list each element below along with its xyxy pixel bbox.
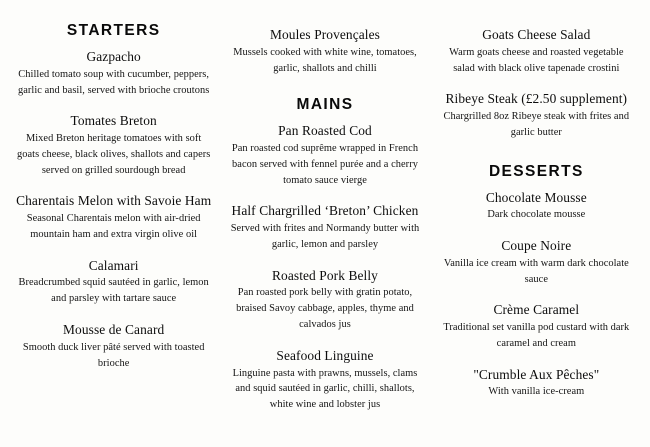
menu-item-description: Mussels cooked with white wine, tomatoes, garlic, shallots and chilli: [233, 46, 417, 74]
section-header-starters: STARTERS: [66, 22, 161, 39]
menu-item-description: With vanilla ice-cream: [488, 386, 585, 398]
menu-item-title: Half Chargrilled ‘Breton’ Chicken: [231, 203, 419, 219]
menu-item-title: Pan Roasted Cod: [278, 123, 372, 139]
section-header-desserts: DESSERTS: [488, 162, 584, 180]
menu-item-title: Roasted Pork Belly: [272, 267, 378, 283]
menu-item: [227, 202, 422, 252]
menu-item-title: "Crumble Aux Pêches": [473, 366, 600, 382]
menu-item-description: Seasonal Charentais melon with air-dried mountain ham and extra virgin olive oil: [26, 213, 201, 240]
section-header-mains: MAINS: [296, 96, 354, 114]
menu-item: [439, 90, 634, 140]
menu-item: [16, 321, 211, 371]
menu-item-description: Traditional set vanilla pod custard with dark caramel and cream: [443, 322, 630, 349]
menu-item-description: Mixed Breton heritage tomatoes with soft goats cheese, black olives, shallots and capers served on grilled sourdough bread: [16, 133, 211, 176]
menu-item-description: Vanilla ice cream with warm dark chocolate sauce: [443, 257, 629, 285]
menu-item-description: Breadcrumbed squid sautéed in garlic, lemon and parsley with tartare sauce: [18, 277, 209, 305]
menu-item-description: Pan roasted cod suprême wrapped in French bacon served with fennel purée and a cherry tomato sauce vierge: [231, 143, 419, 186]
menu-item-description: Smooth duck liver pâté served with toasted brioche: [22, 341, 205, 369]
menu-item-description: Dark chocolate mousse: [487, 209, 586, 221]
menu-item-title: Moules Provençales: [269, 27, 380, 42]
menu-item-description: Served with frites and Normandy butter with garlic, lemon and parsley: [230, 223, 420, 250]
menu-item-title: Crème Caramel: [493, 302, 580, 318]
menu-item-title: Tomates Breton: [70, 113, 157, 129]
mains-column: [219, 14, 430, 413]
menu-item: [16, 112, 211, 178]
menu-item-title: Calamari: [88, 257, 139, 273]
menu-item: [227, 267, 422, 333]
menu-item-title: Charentais Melon with Savoie Ham: [16, 193, 212, 209]
menu-item: [439, 189, 634, 224]
menu-item: [439, 366, 634, 401]
menu-item: [439, 26, 634, 76]
desserts-column: [431, 14, 642, 400]
menu-item: [16, 48, 211, 98]
menu-item-description: Warm goats cheese and roasted vegetable salad with black olive tapenade crostini: [449, 46, 624, 74]
menu-item-description: Chargrilled 8oz Ribeye steak with frites and garlic butter: [443, 111, 630, 138]
menu-item-description: Linguine pasta with prawns, mussels, clams and squid sautéed in garlic, chilli, shallots, white wine and lobster jus: [232, 367, 418, 411]
menu-item: [16, 192, 211, 242]
menu-item-title: Coupe Noire: [501, 238, 572, 254]
menu-item: [227, 347, 422, 413]
menu-item-title: Ribeye Steak (£2.50 supplement): [445, 91, 628, 107]
menu-item-title: Goats Cheese Salad: [482, 27, 591, 42]
menu-item: [16, 257, 211, 307]
menu-item-title: Chocolate Mousse: [485, 189, 587, 205]
menu-item-description: Chilled tomato soup with cucumber, peppers, garlic and basil, served with brioche croutons: [18, 68, 210, 96]
menu-item-title: Seafood Linguine: [276, 347, 374, 363]
menu-item-title: Mousse de Canard: [63, 322, 165, 338]
menu-item: [439, 237, 634, 287]
menu-item: [439, 301, 634, 351]
menu-item-description: Pan roasted pork belly with gratin potato, braised Savoy cabbage, apples, thyme and calvados jus: [236, 287, 414, 331]
menu-item-title: Gazpacho: [86, 49, 141, 65]
starters-column: [8, 14, 219, 371]
menu-item: [227, 122, 422, 188]
menu-item: [227, 26, 422, 76]
